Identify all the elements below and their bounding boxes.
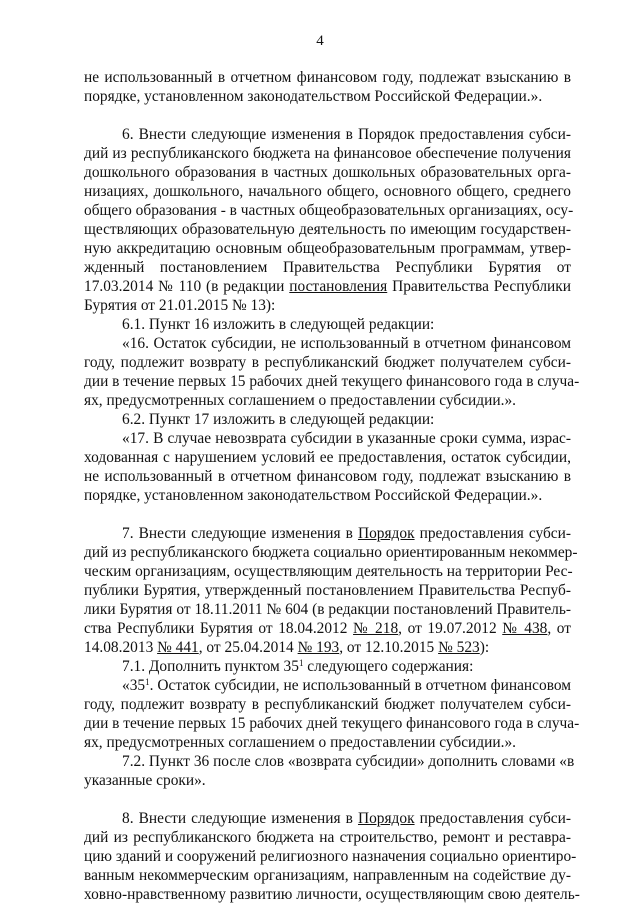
- text-line: цию зданий и сооружений религиозного назначения социально ориентиро-: [84, 848, 577, 865]
- text-line: году, подлежит возврату в республиканский бюджет получателем субси-: [84, 696, 571, 713]
- text-line: ванным некоммерческим организациям, направленным на содействие ду-: [84, 867, 571, 884]
- text-line: дошкольного образования в частных дошкольных образовательных орга-: [84, 164, 571, 181]
- text-line: «17. В случае невозврата субсидии в указанные сроки сумма, израс-: [122, 430, 571, 447]
- text-line: ческим организациям, осуществляющим деятельность на территории Рес-: [84, 563, 573, 580]
- text-line: жденный постановлением Правительства Республики Бурятия от: [84, 259, 571, 276]
- link-441[interactable]: № 441: [157, 639, 199, 656]
- text-line: «16. Остаток субсидии, не использованный в отчетном финансовом: [122, 335, 571, 352]
- page-number: 4: [316, 33, 324, 49]
- text-line: 7.1. Дополнить пунктом $35^1$ следующего содержания:: [122, 658, 474, 675]
- text-line: 6.2. Пункт 17 изложить в следующей редакции:: [122, 411, 435, 428]
- link-218[interactable]: № 218: [353, 620, 399, 637]
- text-line: 6. Внести следующие изменения в Порядок предоставления субси-: [122, 126, 571, 143]
- text-line: порядке, установленном законодательством Российской Федерации.».: [84, 88, 543, 105]
- document-body: [84, 68, 580, 904]
- text-line: не использованный в отчетном финансовом году, подлежат взысканию в: [84, 69, 571, 86]
- text-line: лики Бурятия от 18.11.2011 № 604 (в редакции постановлений Правитель-: [84, 601, 571, 618]
- link-523[interactable]: № 523: [438, 639, 480, 656]
- text-line: дий из республиканского бюджета социально ориентированным некоммер-: [84, 544, 578, 561]
- text-line: дии в течение первых 15 рабочих дней текущего финансового года в случа-: [84, 715, 580, 732]
- text-line: 7. Внести следующие изменения в Порядок предоставления субси-: [122, 525, 571, 542]
- text-line: 6.1. Пункт 16 изложить в следующей редакции:: [122, 316, 435, 333]
- text-line: 8. Внести следующие изменения в Порядок предоставления субси-: [122, 810, 571, 827]
- text-line: дии в течение первых 15 рабочих дней текущего финансового года в случа-: [84, 373, 580, 390]
- text-line: ходованная с нарушением условий ее предоставления, остаток субсидии,: [84, 449, 571, 466]
- text-line: не использованный в отчетном финансовом году, подлежат взысканию в: [84, 468, 571, 485]
- text-line: дий из республиканского бюджета на финансовое обеспечение получения: [84, 145, 571, 162]
- text-line: указанные сроки».: [84, 772, 206, 789]
- text-line: дий из республиканского бюджета на строительство, ремонт и реставра-: [84, 829, 571, 846]
- text-line: публики Бурятия, утвержденный постановлением Правительства Респуб-: [84, 582, 571, 599]
- text-line: ную аккредитацию основным общеобразовательным программам, утвер-: [84, 240, 571, 257]
- text-line: низациях, дошкольного, начального общего, основного общего, среднего: [84, 183, 571, 200]
- text-line: ях, предусмотренных соглашением о предоставлении субсидии.».: [84, 392, 516, 409]
- text-line: ховно-нравственному развитию личности, осуществляющим свою деятель-: [84, 886, 580, 903]
- link-193[interactable]: № 193: [297, 639, 340, 656]
- text-line: 17.03.2014 № 110 (в редакции постановления Правительства Республики: [84, 278, 571, 295]
- text-line: ства Республики Бурятия от 18.04.2012 № 218, от 19.07.2012 № 438, от: [84, 620, 572, 637]
- link-438[interactable]: № 438: [502, 620, 548, 637]
- text-line: Бурятия от 21.01.2015 № 13):: [84, 297, 276, 314]
- link-poryadok-7[interactable]: Порядок: [357, 525, 415, 542]
- text-line: 14.08.2013 № 441, от 25.04.2014 № 193, от 12.10.2015 № 523):: [84, 639, 490, 656]
- link-postanovleniya[interactable]: постановления: [289, 278, 388, 295]
- text-line: общего образования - в частных общеобразовательных организациях, осу-: [84, 202, 574, 219]
- text-line: «$35^1$. Остаток субсидии, не использованный в отчетном финансовом: [122, 677, 571, 694]
- text-line: 7.2. Пункт 36 после слов «возврата субсидии» дополнить словами «в: [122, 753, 575, 770]
- link-poryadok-8[interactable]: Порядок: [357, 810, 415, 827]
- text-line: ществляющих образовательную деятельность по имеющим государствен-: [84, 221, 571, 238]
- text-line: порядке, установленном законодательством Российской Федерации.».: [84, 487, 543, 504]
- text-line: году, подлежит возврату в республиканский бюджет получателем субси-: [84, 354, 571, 371]
- text-line: ях, предусмотренных соглашением о предоставлении субсидии.».: [84, 734, 516, 751]
